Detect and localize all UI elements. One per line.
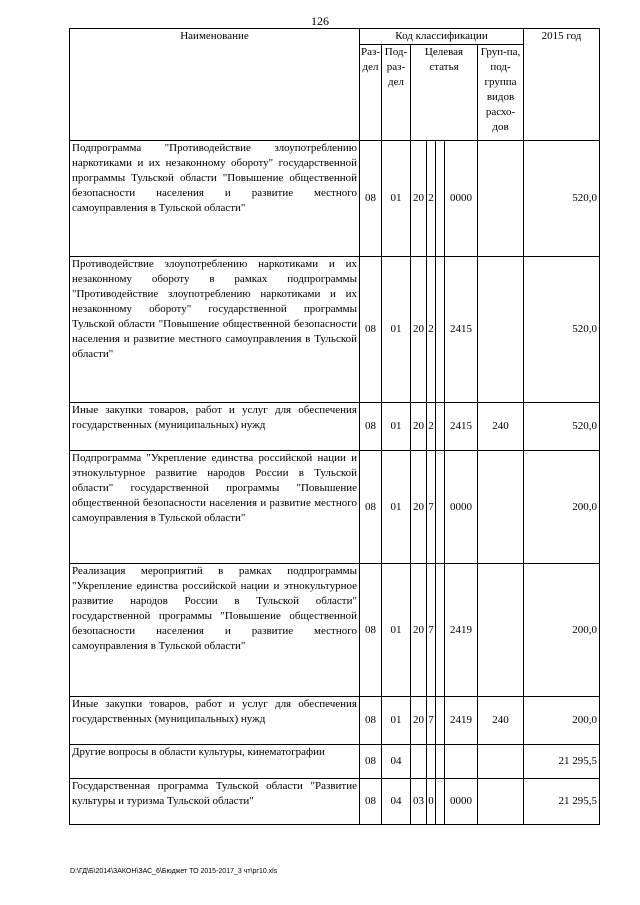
row-target-program: 20 [411, 403, 427, 451]
row-target-direction: 0000 [445, 451, 478, 564]
row-section: 08 [360, 779, 382, 825]
row-name: Реализация мероприятий в рамках подпрограммы "Укрепление единства российской нации и этнокультурное развитие народов России в Тульской области" государственной программы "Повышение общественной безопасности населения и развитие местного самоуправления в Тульской области" [70, 564, 360, 697]
row-subsection: 01 [382, 451, 411, 564]
table-row [70, 403, 600, 451]
row-expense-group: 240 [478, 403, 524, 451]
row-name: Другие вопросы в области культуры, кинематографии [70, 745, 360, 779]
row-subsection: 04 [382, 745, 411, 779]
row-target-blank [436, 564, 445, 697]
page-number: 126 [311, 14, 329, 28]
header-subsection: Под-раз-дел [382, 45, 411, 141]
row-expense-group [478, 141, 524, 257]
row-target-program [411, 745, 427, 779]
row-amount: 21 295,5 [524, 745, 600, 779]
row-subsection: 01 [382, 564, 411, 697]
row-target-direction: 0000 [445, 141, 478, 257]
budget-table [69, 28, 600, 825]
row-target-subprogram: 7 [427, 451, 436, 564]
row-target-subprogram: 2 [427, 257, 436, 403]
row-amount: 200,0 [524, 697, 600, 745]
row-name: Иные закупки товаров, работ и услуг для обеспечения государственных (муниципальных) нужд [70, 697, 360, 745]
row-expense-group: 240 [478, 697, 524, 745]
row-target-program: 20 [411, 257, 427, 403]
row-target-subprogram: 0 [427, 779, 436, 825]
row-expense-group [478, 564, 524, 697]
row-amount: 200,0 [524, 564, 600, 697]
row-amount: 200,0 [524, 451, 600, 564]
file-path-footer: D:\ГД\Б\2014\ЗАКОН\ЗАС_6\Бюджет ТО 2015-2017_3 чт\рг10.xls [70, 868, 278, 875]
row-section: 08 [360, 403, 382, 451]
row-name: Иные закупки товаров, работ и услуг для обеспечения государственных (муниципальных) нужд [70, 403, 360, 451]
row-target-direction: 0000 [445, 779, 478, 825]
row-target-blank [436, 697, 445, 745]
row-subsection: 01 [382, 403, 411, 451]
row-target-direction: 2415 [445, 403, 478, 451]
row-target-subprogram: 2 [427, 403, 436, 451]
row-target-program: 20 [411, 697, 427, 745]
row-target-direction: 2419 [445, 564, 478, 697]
row-subsection: 01 [382, 141, 411, 257]
row-section: 08 [360, 697, 382, 745]
table-row [70, 779, 600, 825]
row-name: Противодействие злоупотреблению наркотиками и их незаконному обороту в рамках подпрограммы "Противодействие злоупотреблению наркотиками и их незаконному обороту" государственной программы Тульской области "Повышение общественной безопасности населения и развитие местного самоуправления в Тульской области" [70, 257, 360, 403]
row-expense-group [478, 451, 524, 564]
header-classification-code: Код классификации [360, 29, 524, 45]
row-section: 08 [360, 564, 382, 697]
table-row [70, 745, 600, 779]
table-row [70, 257, 600, 403]
row-name: Подпрограмма "Укрепление единства российской нации и этнокультурное развитие народов России в Тульской области" государственной программы "Повышение общественной безопасности населения и развитие местного самоуправления в Тульской области" [70, 451, 360, 564]
row-subsection: 04 [382, 779, 411, 825]
row-target-program: 20 [411, 141, 427, 257]
header-expense-group: Груп-па, под-группа видов расхо-дов [478, 45, 524, 141]
row-amount: 21 295,5 [524, 779, 600, 825]
row-target-blank [436, 779, 445, 825]
row-target-subprogram: 7 [427, 564, 436, 697]
row-target-direction: 2419 [445, 697, 478, 745]
header-year: 2015 год [524, 29, 600, 141]
row-name: Государственная программа Тульской области "Развитие культуры и туризма Тульской области" [70, 779, 360, 825]
row-section: 08 [360, 745, 382, 779]
row-target-blank [436, 451, 445, 564]
row-subsection: 01 [382, 697, 411, 745]
header-name: Наименование [70, 29, 360, 141]
row-target-blank [436, 745, 445, 779]
row-name: Подпрограмма "Противодействие злоупотреблению наркотиками и их незаконному обороту" государственной программы Тульской области "Повышение общественной безопасности населения и развитие местного самоуправления в Тульской области" [70, 141, 360, 257]
row-target-program: 03 [411, 779, 427, 825]
row-target-subprogram: 7 [427, 697, 436, 745]
row-target-program: 20 [411, 564, 427, 697]
row-amount: 520,0 [524, 257, 600, 403]
table-row [70, 564, 600, 697]
row-expense-group [478, 257, 524, 403]
row-section: 08 [360, 257, 382, 403]
row-section: 08 [360, 141, 382, 257]
row-target-direction [445, 745, 478, 779]
row-expense-group [478, 779, 524, 825]
row-target-blank [436, 403, 445, 451]
row-amount: 520,0 [524, 403, 600, 451]
header-target-article: Целевая статья [411, 45, 478, 141]
row-subsection: 01 [382, 257, 411, 403]
row-amount: 520,0 [524, 141, 600, 257]
table-row [70, 141, 600, 257]
row-expense-group [478, 745, 524, 779]
row-target-direction: 2415 [445, 257, 478, 403]
row-target-program: 20 [411, 451, 427, 564]
table-row [70, 697, 600, 745]
row-target-blank [436, 257, 445, 403]
row-target-subprogram: 2 [427, 141, 436, 257]
row-target-blank [436, 141, 445, 257]
row-section: 08 [360, 451, 382, 564]
row-target-subprogram [427, 745, 436, 779]
table-row [70, 451, 600, 564]
header-section: Раз-дел [360, 45, 382, 141]
